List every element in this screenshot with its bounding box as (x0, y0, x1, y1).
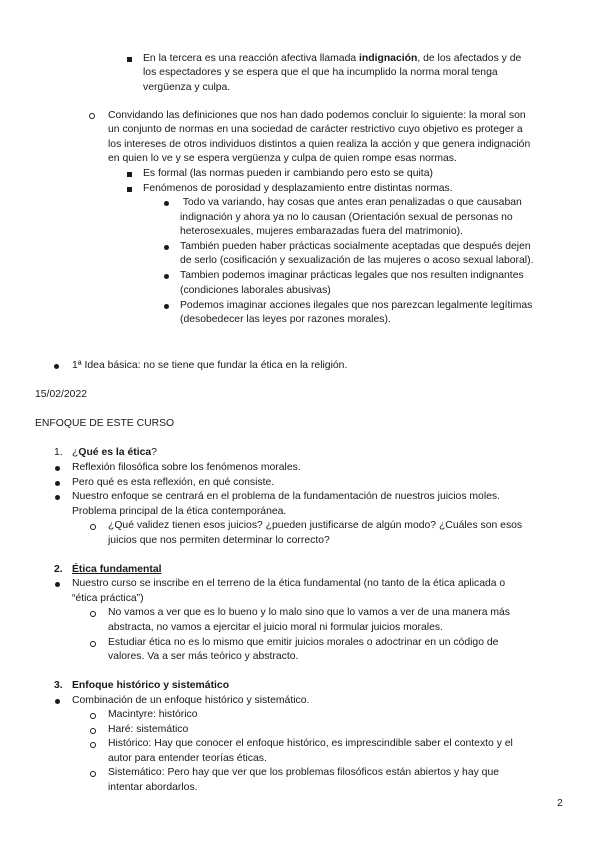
list-item: Es formal (las normas pueden ir cambiando pero esto se quita) (143, 168, 433, 179)
list-item: Haré: sistemático (108, 724, 189, 735)
idea-item: 1ª Idea básica: no se tiene que fundar la ética en la religión. (72, 360, 348, 371)
disc-bullet-icon (55, 466, 60, 471)
list-item: También pueden haber prácticas socialmente aceptadas que después dejen (180, 241, 531, 252)
list-item: En la tercera es una reacción afectiva llamada indignación, de los afectados y de (143, 53, 522, 64)
circle-bullet-icon (90, 771, 96, 777)
list-item: Podemos imaginar acciones ilegales que nos parezcan legalmente legítimas (180, 300, 533, 311)
circle-bullet-icon (90, 611, 96, 617)
page-number: 2 (557, 798, 563, 809)
list-item: Reflexión filosófica sobre los fenómenos morales. (72, 462, 301, 473)
list-item: ¿Qué validez tienen esos juicios? ¿pueden justificarse de algún modo? ¿Cuáles son esos (108, 520, 523, 531)
square-bullet-icon (127, 57, 132, 62)
list-item-line: heterosexuales, mujeres embarazadas fuera del matrimonio). (180, 226, 463, 237)
disc-bullet-icon (55, 582, 60, 587)
section-number: 3. (54, 680, 63, 691)
list-item-line: intentar abordarlos. (108, 782, 198, 793)
list-item: Estudiar ética no es lo mismo que emitir juicios morales o adoctrinar en un código de (108, 637, 499, 648)
list-item: Fenómenos de porosidad y desplazamiento entre distintas normas. (143, 183, 453, 194)
list-item: Convidando las definiciones que nos han dado podemos concluir lo siguiente: la moral son (108, 110, 526, 121)
section-title: Ética fundamental (72, 564, 162, 575)
section-heading: ENFOQUE DE ESTE CURSO (35, 418, 175, 429)
disc-bullet-icon (55, 699, 60, 704)
list-item-line: vergüenza y culpa. (143, 82, 231, 93)
list-item-line: “ética práctica”) (72, 593, 144, 604)
disc-bullet-icon (164, 201, 169, 206)
circle-bullet-icon (90, 524, 96, 530)
date: 15/02/2022 (35, 389, 88, 400)
list-item-line: los espectadores y se espera que el que ha incumplido la norma moral tenga (143, 67, 498, 78)
list-item-line: autor para entender teorías éticas. (108, 753, 267, 764)
list-item: Macintyre: histórico (108, 709, 198, 720)
section-number: 1. (54, 447, 63, 458)
list-item-line: un conjunto de normas en una sociedad de carácter restrictivo cuyo objetivo es proteger a (108, 124, 523, 135)
list-item: Histórico: Hay que conocer el enfoque histórico, es imprescindible saber el contexto y el (108, 738, 513, 749)
list-item: Nuestro curso se inscribe en el terreno de la ética fundamental (no tanto de la ética aplicada o (72, 578, 506, 589)
list-item: No vamos a ver que es lo bueno y lo malo sino que lo vamos a ver de una manera más (108, 607, 510, 618)
list-item: Pero qué es esta reflexión, en qué consiste. (72, 477, 275, 488)
list-item-line: los intereses de otros individuos distintos a quien realiza la acción y que genera indignación (108, 139, 531, 150)
disc-bullet-icon (164, 245, 169, 250)
circle-bullet-icon (90, 713, 96, 719)
list-item-line: en quien lo ve y se espera vergüenza y culpa de quien rompe esas normas. (108, 153, 457, 164)
disc-bullet-icon (55, 495, 60, 500)
circle-bullet-icon (89, 113, 95, 119)
section-title: ¿Qué es la ética? (72, 447, 157, 458)
list-item-line: (desobedecer las leyes por razones morales). (180, 314, 391, 325)
list-item: Nuestro enfoque se centrará en el problema de la fundamentación de nuestros juicios moles. (72, 491, 500, 502)
disc-bullet-icon (54, 364, 59, 369)
section-title: Enfoque histórico y sistemático (72, 680, 230, 691)
list-item-line: indignación y ahora ya no lo causan (Orientación sexual de personas no (180, 212, 513, 223)
bold-term: indignación (359, 53, 418, 64)
square-bullet-icon (127, 187, 132, 192)
square-bullet-icon (127, 172, 132, 177)
list-item: Combinación de un enfoque histórico y sistemático. (72, 695, 310, 706)
list-item: Tambien podemos imaginar prácticas legales que nos resulten indignantes (180, 270, 524, 281)
disc-bullet-icon (55, 481, 60, 486)
section-number: 2. (54, 564, 63, 575)
list-item: Sistemático: Pero hay que ver que los problemas filosóficos están abiertos y hay que (108, 767, 500, 778)
list-item-line: (condiciones laborales abusivas) (180, 285, 331, 296)
circle-bullet-icon (90, 742, 96, 748)
list-item-line: juicios que nos permiten determinar lo correcto? (108, 535, 330, 546)
disc-bullet-icon (164, 274, 169, 279)
list-item-line: de serlo (cosificación y sexualización de las mujeres o acoso sexual laboral). (180, 255, 534, 266)
circle-bullet-icon (90, 728, 96, 734)
disc-bullet-icon (164, 304, 169, 309)
list-item-line: valores. Va a ser más teórico y abstracto. (108, 651, 299, 662)
list-item: Todo va variando, hay cosas que antes eran penalizadas o que causaban (180, 197, 522, 208)
list-item-line: abstracta, no vamos a ejercitar el juicio moral ni formular juicios morales. (108, 622, 443, 633)
list-item-line: Problema principal de la ética contemporánea. (72, 506, 287, 517)
circle-bullet-icon (90, 641, 96, 647)
